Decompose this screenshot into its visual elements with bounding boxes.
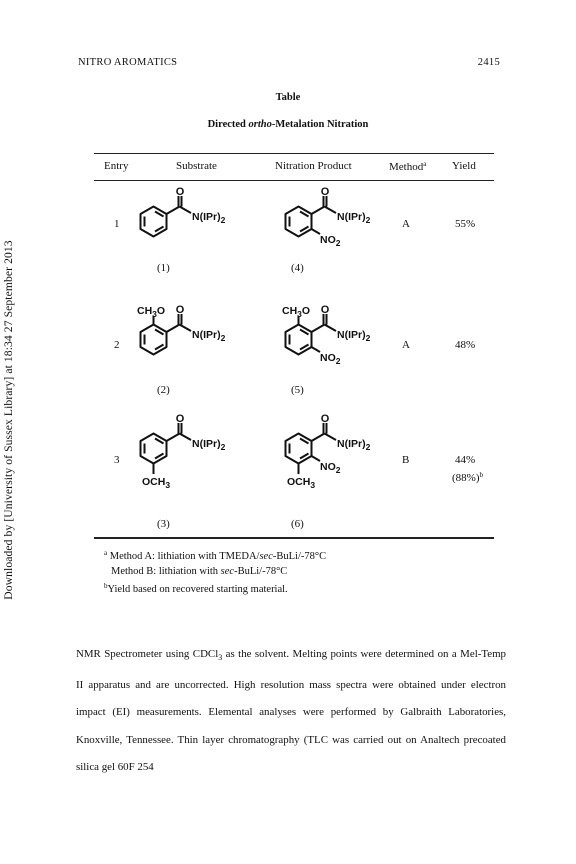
- carbonyl-oxygen: O: [175, 413, 185, 425]
- entry-number: 1: [114, 218, 120, 230]
- body-text-rest: as the solvent. Melting points were determined on a Mel-Temp II apparatus and are uncorrected. High resolution mass spectra were obtained under electron impact (EI) measurements. Elemental analyses were performed by Galbraith Laboratories, Knoxville, Tennessee. Thin layer chromatography (TLC was carried out on Analtech precoated silica gel 60F 254: [76, 648, 506, 774]
- carbonyl-oxygen: O: [320, 413, 330, 425]
- footnote-b-text: Yield based on recovered starting material.: [107, 584, 288, 595]
- product-label: (5): [291, 384, 304, 396]
- table-label: Table: [275, 92, 301, 103]
- amide-group: $N(IPr)_2$: [192, 329, 226, 343]
- footnote-a-mark: a: [104, 549, 108, 557]
- running-head-title: NITRO AROMATICS: [78, 57, 178, 68]
- caption-suffix: -Metalation Nitration: [271, 119, 369, 130]
- body-text-start: NMR Spectrometer using CDCl: [76, 648, 219, 660]
- method-cell: B: [402, 454, 410, 466]
- methoxy-group: $OCH_3$: [142, 476, 171, 490]
- entry-number: 3: [114, 454, 120, 466]
- carbonyl-oxygen: O: [320, 304, 330, 316]
- footnote-b-mark: b: [104, 582, 108, 590]
- amide-group: $N(IPr)_2$: [192, 438, 226, 452]
- header-method: [389, 160, 426, 173]
- footnote-method-b: [104, 565, 326, 580]
- body-text-subscript: 3: [218, 653, 223, 663]
- header-yield: Yield: [452, 160, 476, 172]
- nitro-group: $NO_2$: [320, 461, 341, 475]
- yield-cell: 48%: [455, 339, 476, 351]
- footnote-b: [104, 579, 326, 598]
- methoxy-group: $OCH_3$: [287, 476, 316, 490]
- header-method-label: Method: [389, 161, 424, 173]
- footnote-a-italic: sec: [259, 551, 273, 562]
- table-top-rule: [94, 153, 494, 154]
- methoxy-group: $CH_3O$: [282, 305, 311, 319]
- method-cell: A: [402, 218, 410, 230]
- yield-note-cell: [452, 471, 483, 484]
- carbonyl-oxygen: O: [320, 186, 330, 198]
- product-label: (6): [291, 518, 304, 530]
- carbonyl-oxygen: O: [175, 304, 185, 316]
- amide-group: $N(IPr)_2$: [337, 211, 371, 225]
- substrate-1-structure: [135, 185, 270, 250]
- footnote-method-b-text-end: -BuLi/-78°C: [234, 565, 288, 577]
- substrate-label: (3): [157, 518, 170, 530]
- page-number: 2415: [477, 57, 500, 68]
- substrate-3-structure: [135, 412, 270, 502]
- footnote-a-text: Method A: lithiation with TMEDA/: [107, 551, 260, 562]
- yield-cell: 55%: [455, 218, 476, 230]
- table-bottom-rule: [94, 537, 494, 539]
- footnote-method-b-italic: sec: [220, 565, 235, 577]
- table-footnotes: [104, 546, 326, 598]
- product-label: (4): [291, 262, 304, 274]
- entry-number: 2: [114, 339, 120, 351]
- nitro-group: $NO_2$: [320, 234, 341, 248]
- header-product: Nitration Product: [275, 160, 352, 172]
- carbonyl-oxygen: O: [175, 186, 185, 198]
- download-watermark: Downloaded by [University of Sussex Library] at 18:34 27 September 2013: [2, 240, 15, 600]
- header-entry: Entry: [104, 160, 129, 172]
- table-header-rule: [94, 180, 494, 181]
- yield-note-sup: b: [479, 471, 483, 479]
- substrate-2-structure: [135, 303, 270, 368]
- amide-group: $N(IPr)_2$: [192, 211, 226, 225]
- footnote-method-b-text: Method B: lithiation with: [111, 565, 221, 577]
- caption-prefix: Directed: [207, 119, 249, 130]
- footnote-a: [104, 546, 326, 565]
- substrate-label: (1): [157, 262, 170, 274]
- amide-group: $N(IPr)_2$: [337, 329, 371, 343]
- amide-group: $N(IPr)_2$: [337, 438, 371, 452]
- table-caption: [0, 119, 576, 130]
- yield-note: (88%): [452, 472, 480, 484]
- product-6-structure: [280, 412, 415, 502]
- method-cell: A: [402, 339, 410, 351]
- product-4-structure: [280, 185, 415, 250]
- nitro-group: $NO_2$: [320, 352, 341, 366]
- caption-italic: ortho: [248, 119, 272, 130]
- substrate-label: (2): [157, 384, 170, 396]
- product-5-structure: [280, 303, 415, 373]
- body-paragraph: [76, 641, 506, 782]
- methoxy-group: $CH_3O$: [137, 305, 166, 319]
- yield-cell: 44%: [455, 454, 476, 466]
- header-method-sup: a: [423, 160, 427, 168]
- header-substrate: Substrate: [176, 160, 217, 172]
- footnote-a-text-end: -BuLi/-78°C: [272, 551, 327, 562]
